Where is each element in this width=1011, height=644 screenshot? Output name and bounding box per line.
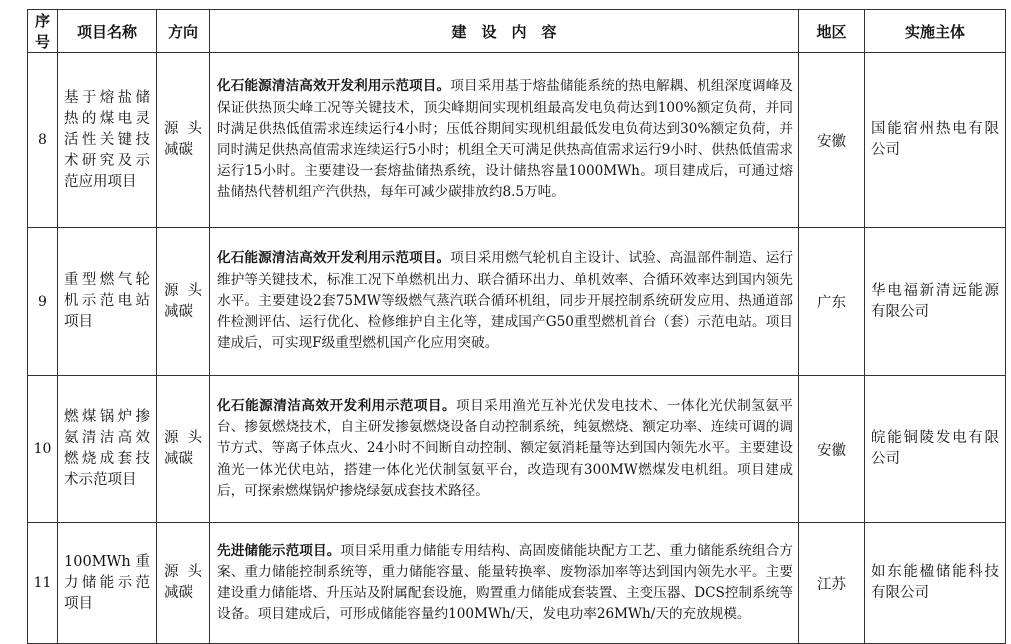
header-row [28, 10, 1006, 53]
entity-cell: 华电福新清远能源有限公司 [865, 228, 1006, 376]
direction-cell: 源头减碳 [157, 53, 210, 228]
region-cell: 广东 [799, 228, 865, 376]
content-detail: 项目采用燃气轮机自主设计、试验、高温部件制造、运行维护等关键技术，标准工况下单燃机出力、联合循环出力、单机效率、合循环效率达到国内领先水平。主要建设2套75MW等级燃气蒸汽联合循环机组，同步开展控制系统研发应用、热通道部件检测评估、运行优化、检修维护自主化等，建成国产G50重型燃机首台（套）示范电站。项目建成后，可实现F级重型燃机国产化应用突破。 [217, 250, 794, 352]
header-name: 项目名称 [58, 10, 157, 53]
table-row [28, 228, 1006, 376]
header-no: 序号 [28, 10, 58, 53]
direction-cell: 源头减碳 [157, 228, 210, 376]
region-cell: 江苏 [799, 523, 865, 644]
direction-cell: 源头减碳 [157, 376, 210, 523]
header-region: 地区 [799, 10, 865, 53]
entity-cell: 国能宿州热电有限公司 [865, 53, 1006, 228]
document-page [27, 9, 1006, 644]
content-cell [210, 53, 799, 228]
content-lead: 化石能源清洁高效开发利用示范项目。 [217, 397, 457, 414]
project-name: 重型燃气轮机示范电站项目 [58, 228, 157, 376]
row-number: 9 [28, 228, 58, 376]
project-name: 100MWh 重力储能示范项目 [58, 523, 157, 644]
projects-table [27, 9, 1006, 644]
project-name: 燃煤锅炉掺氨清洁高效燃烧成套技术示范项目 [58, 376, 157, 523]
table-row [28, 523, 1006, 644]
table-row [28, 53, 1006, 228]
content-detail: 项目采用渔光互补光伏发电技术、一体化光伏制氢氨平台、掺氨燃烧技术，自主研发掺氨燃烧设备自动控制系统，纯氨燃烧、额定功率、连续可调的调节方式、等离子体点火、24小时不间断自动控制、额定氨消耗量等达到国内领先水平。主要建设渔光一体光伏电站，搭建一体化光伏制氢氨平台，改造现有300MW燃煤发电机组。项目建成后，可探索燃煤锅炉掺烧绿氨成套技术路径。 [217, 397, 794, 499]
content-detail: 项目采用基于熔盐储能系统的热电解耦、机组深度调峰及保证供热顶尖峰工况等关键技术，顶尖峰期间实现机组最高发电负荷达到100%额定负荷，并同时满足供热低值需求连续运行4小时；压低谷期间实现机组最低发电负荷达到30%额定负荷，并同时满足供热高值需求连续运行5小时；机组全天可满足供热高值需求运行9小时、供热低值需求运行15小时。主要建设一套熔盐储热系统，设计储热容量1000MWh。项目建成后，可通过熔盐储热代替机组产汽供热，每年可减少碳排放约8.5万吨。 [217, 78, 794, 201]
header-entity: 实施主体 [865, 10, 1006, 53]
content-cell [210, 523, 799, 644]
region-cell: 安徽 [799, 53, 865, 228]
row-number: 10 [28, 376, 58, 523]
header-direction: 方向 [157, 10, 210, 53]
entity-cell: 皖能铜陵发电有限公司 [865, 376, 1006, 523]
region-cell: 安徽 [799, 376, 865, 523]
content-lead: 先进储能示范项目。 [217, 542, 341, 559]
content-cell [210, 376, 799, 523]
direction-cell: 源头减碳 [157, 523, 210, 644]
entity-cell: 如东能楹储能科技有限公司 [865, 523, 1006, 644]
content-lead: 化石能源清洁高效开发利用示范项目。 [217, 78, 451, 95]
header-content: 建 设 内 容 [210, 10, 799, 53]
content-cell [210, 228, 799, 376]
content-detail: 项目采用重力储能专用结构、高固废储能块配方工艺、重力储能系统组合方案、重力储能控制系统等，重力储能容量、能量转换率、废物添加率等达到国内领先水平。主要建设重力储能塔、升压站及附属配套设施，购置重力储能成套装置、主变压器、DCS控制系统等设备。项目建成后，可形成储能容量约100MWh/天，发电功率26MWh/天的充放规模。 [217, 542, 794, 623]
row-number: 11 [28, 523, 58, 644]
project-name: 基于熔盐储热的煤电灵活性关键技术研究及示范应用项目 [58, 53, 157, 228]
content-lead: 化石能源清洁高效开发利用示范项目。 [217, 250, 451, 267]
row-number: 8 [28, 53, 58, 228]
table-row [28, 376, 1006, 523]
